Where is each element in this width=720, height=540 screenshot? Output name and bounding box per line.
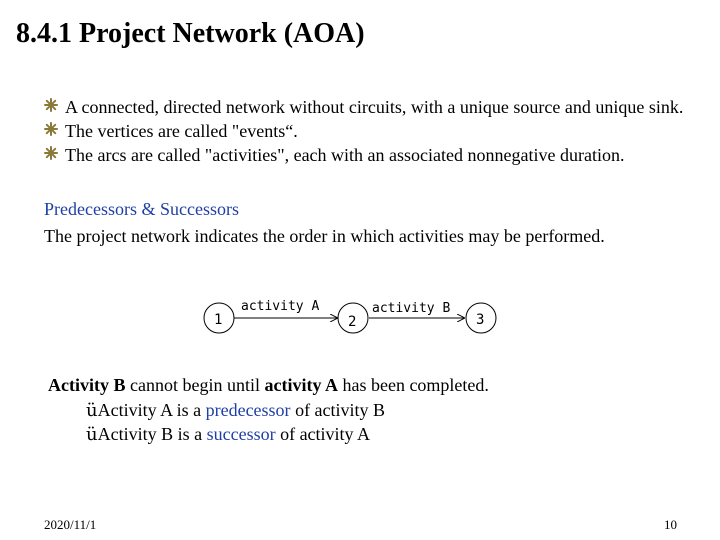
- bullet-text: The vertices are called "events“.: [65, 121, 298, 141]
- predecessor-term: predecessor: [205, 400, 291, 420]
- check-text: Activity A is a: [97, 400, 206, 420]
- check-icon: ü: [86, 424, 98, 445]
- check-item: [86, 400, 385, 421]
- check-text: of activity B: [290, 400, 386, 420]
- bullet-text: A connected, directed network without circuits, with a unique source and unique sink.: [65, 97, 684, 117]
- successor-term: successor: [206, 424, 276, 444]
- check-icon: ü: [86, 400, 98, 421]
- check-text: of activity A: [275, 424, 371, 444]
- starburst-bullet-icon: [44, 146, 58, 160]
- arc-label-activity-a: activity A: [241, 299, 320, 314]
- check-text: Activity B is a: [97, 424, 207, 444]
- footer-date: 2020/11/1: [44, 517, 97, 532]
- predecessors-successors-heading: Predecessors & Successors: [44, 199, 239, 219]
- page-number: 10: [664, 517, 677, 532]
- sentence-text: has been completed.: [337, 375, 489, 395]
- bullet-item: [44, 143, 705, 167]
- check-item: [86, 424, 370, 445]
- starburst-bullet-icon: [44, 122, 58, 136]
- event-label-2: 2: [348, 314, 357, 330]
- bullet-text: The arcs are called "activities", each with an associated nonnegative duration.: [65, 145, 625, 165]
- event-label-3: 3: [476, 312, 485, 328]
- activity-network-diagram: [196, 290, 506, 340]
- sentence-text: cannot begin until: [125, 375, 265, 395]
- bullet-list: [44, 95, 705, 167]
- bullet-item: [44, 119, 705, 143]
- network-description: The project network indicates the order in which activities may be performed.: [44, 226, 605, 246]
- starburst-bullet-icon: [44, 98, 58, 112]
- activity-b-term: Activity B: [48, 375, 126, 395]
- activity-a-term: activity A: [264, 375, 338, 395]
- event-label-1: 1: [214, 312, 223, 328]
- slide-title: 8.4.1 Project Network (AOA): [16, 18, 365, 49]
- precedence-sentence: [48, 375, 489, 396]
- bullet-item: [44, 95, 705, 119]
- arc-label-activity-b: activity B: [372, 301, 451, 316]
